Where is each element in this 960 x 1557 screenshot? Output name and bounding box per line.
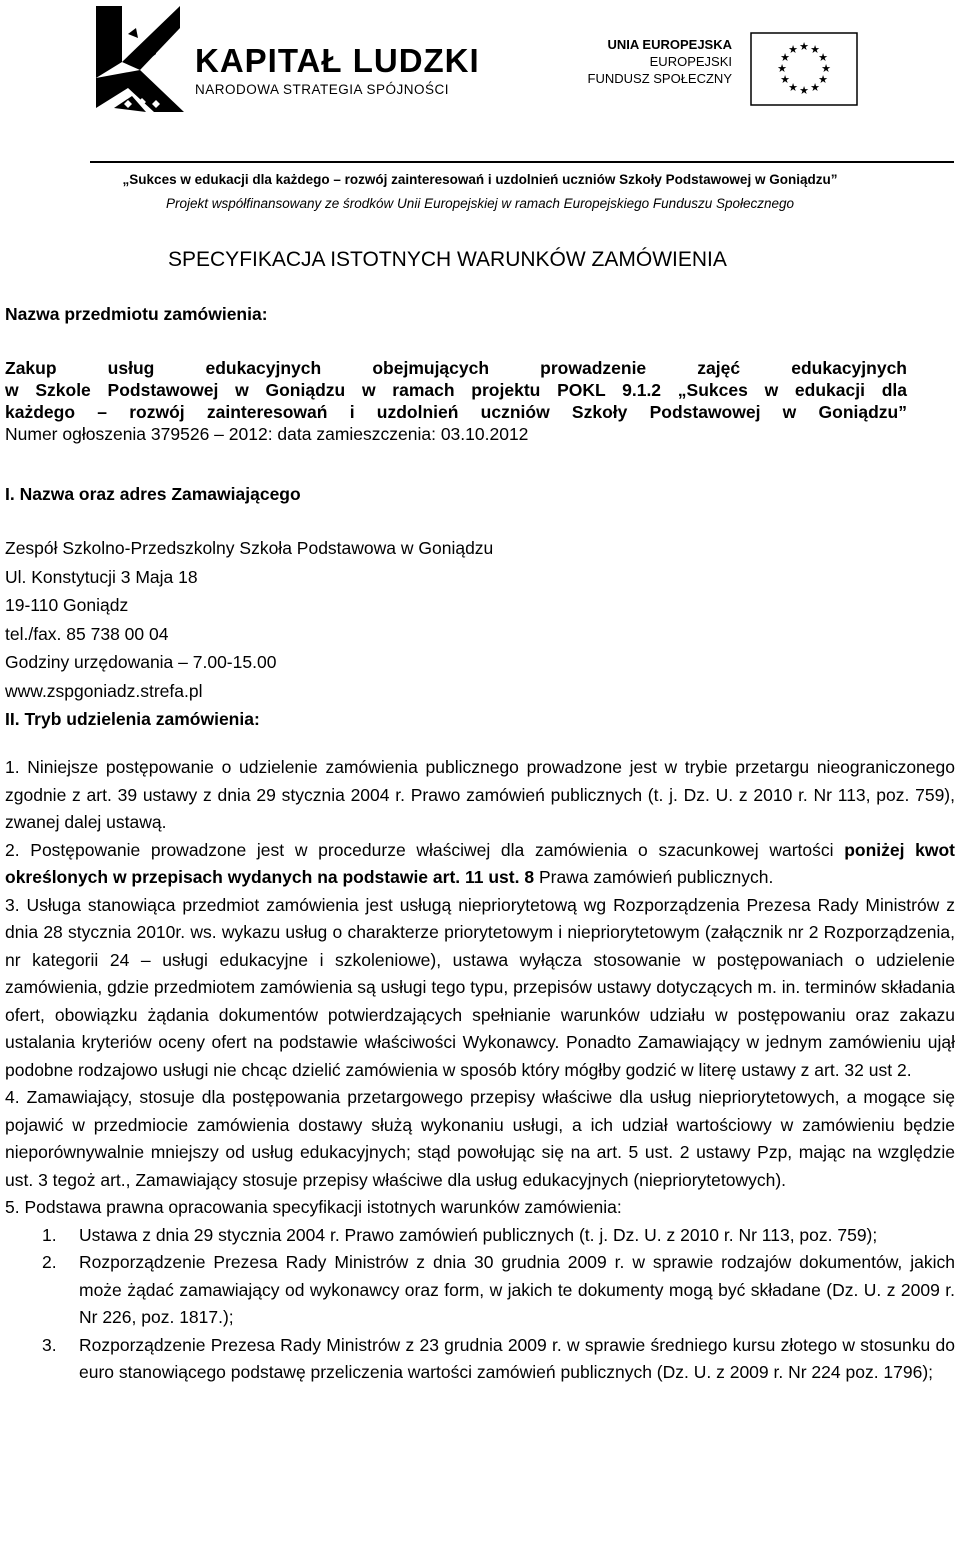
kapital-ludzki-logo (88, 4, 480, 124)
list-item (5, 1249, 955, 1332)
orderer-street: Ul. Konstytucji 3 Maja 18 (5, 566, 198, 587)
section-heading-2: II. Tryb udzielenia zamówienia: (5, 709, 260, 729)
subject-label: Nazwa przedmiotu zamówienia: (5, 304, 268, 324)
paragraph-2-bold: poniżej kwot określonych w przepisach wydanych na podstawie art. 11 ust. 8 (5, 839, 956, 887)
svg-text:★: ★ (780, 73, 790, 86)
orderer-name: Zespół Szkolno-Przedszkolny Szkoła Podstawowa w Goniądzu (5, 538, 494, 558)
kapital-ludzki-subtitle: NARODOWA STRATEGIA SPÓJNOŚCI (195, 82, 450, 97)
svg-text:★: ★ (780, 51, 790, 64)
paragraph-3: 3. Usługa stanowiąca przedmiot zamówienia jest usługą niepriorytetową wg Rozporządzenia Prezesa Rady Ministrów z dnia 28 stycznia 2010r. ws. wykazu usług o charakterze priorytetowym i niepriorytetowym (załącznik nr 2 Rozporządzenia, nr kategorii 24 – usługi edukacyjne i szkoleniowe), ustawa wyłącza stosowanie w postępowaniach o udzielenie zamówienia, gdzie przedmiotem zamówienia są usługi tego typu, przepisów ustawy dotyczących m. in. terminów składania ofert, obowiązku żądania dokumentów potwierdzających spełnianie warunków udziału w postępowaniu oraz zakazu ustalania kryteriów oceny ofert na podstawie właściwości Wykonawcy. Ponadto Zamawiający w jednym zamówieniu ujął podobne rodzajowo usługi nie chcąc dzielić zamówienia w sposób który mógłby godzić w literę ustawy z art. 32 ust 2. (5, 894, 955, 1080)
svg-text:★: ★ (799, 40, 809, 53)
subject-line-2: w Szkole Podstawowej w Goniądzu w ramach projektu POKL 9.1.2 „Sukces w edukacji dla (5, 380, 907, 400)
orderer-phone: tel./fax. 85 738 00 04 (5, 623, 169, 644)
list-item-number: 1. (42, 1224, 57, 1245)
paragraph-2-part-c: Prawa zamówień publicznych. (534, 867, 774, 887)
kapital-ludzki-title: KAPITAŁ LUDZKI (195, 42, 480, 79)
svg-text:★: ★ (818, 51, 828, 64)
list-item (5, 1332, 955, 1387)
legal-basis-list (5, 1222, 955, 1387)
paragraph-5: 5. Podstawa prawna opracowania specyfikacji istotnych warunków zamówienia: (5, 1197, 622, 1217)
svg-text:★: ★ (821, 62, 831, 75)
list-item-number: 3. (42, 1334, 57, 1355)
eu-logo-line1: UNIA EUROPEJSKA (607, 37, 732, 52)
subject-line-3: każdego – rozwój zainteresowań i uzdolnień uczniów Szkoły Podstawowej w Goniądzu” (5, 402, 907, 422)
svg-text:★: ★ (788, 81, 798, 94)
paragraph-2-part-a: 2. Postępowanie prowadzone jest w procedurze właściwej dla zamówienia o szacunkowej wartości (5, 839, 845, 860)
orderer-hours: Godziny urzędowania – 7.00-15.00 (5, 652, 277, 672)
eu-logo-line3: FUNDUSZ SPOŁECZNY (587, 71, 732, 86)
header-divider (90, 161, 954, 163)
list-item-number: 2. (42, 1252, 57, 1272)
subject-text (5, 357, 907, 445)
eu-logo-text (582, 36, 732, 87)
list-item (5, 1222, 955, 1250)
orderer-website: www.zspgoniadz.strefa.pl (5, 680, 203, 701)
svg-text:★: ★ (799, 84, 809, 97)
eu-logo-line2: EUROPEJSKI (649, 54, 732, 69)
subject-line-1: Zakup usług edukacyjnych obejmujących prowadzenie zajęć edukacyjnych (5, 358, 907, 378)
project-subtitle: Projekt współfinansowany ze środków Unii Europejskiej w ramach Europejskiego Funduszu Społecznego (165, 196, 795, 211)
list-item-text: Rozporządzenie Prezesa Rady Ministrów z dnia 30 grudnia 2009 r. w sprawie rodzajów dokumentów, jakich może żądać zamawiający od wykonawcy oraz form, w jakich te dokumenty mogą być składane (Dz. U. z 2009 r. Nr 226, poz. 1817.); (79, 1252, 955, 1327)
svg-text:★: ★ (777, 62, 787, 75)
paragraph-1: 1. Niniejsze postępowanie o udzielenie zamówienia publicznego prowadzone jest w trybie przetargu nieograniczonego zgodnie z art. 39 ustawy z dnia 29 stycznia 2004 r. Prawo zamówień publicznych (t. j. Dz. U. z 2010 r. Nr 113, poz. 759), zwanej dalej ustawą. (5, 757, 955, 832)
orderer-city: 19-110 Goniądz (5, 595, 129, 615)
kapital-ludzki-emblem-icon (88, 4, 198, 124)
project-title: „Sukces w edukacji dla każdego – rozwój zainteresowań i uzdolnień uczniów Szkoły Podstawowej w Goniądzu” (122, 172, 838, 187)
list-item-text: Ustawa z dnia 29 stycznia 2004 r. Prawo zamówień publicznych (t. j. Dz. U. z 2010 r. Nr 113, poz. 759); (79, 1224, 878, 1245)
svg-text:★: ★ (810, 43, 820, 56)
svg-text:★: ★ (788, 43, 798, 56)
orderer-address (5, 534, 493, 734)
paragraph-2 (5, 837, 955, 892)
svg-text:★: ★ (810, 81, 820, 94)
eu-flag-icon (750, 32, 858, 106)
list-item-text: Rozporządzenie Prezesa Rady Ministrów z 23 grudnia 2009 r. w sprawie średniego kursu złotego w stosunku do euro stanowiącego podstawę przeliczenia wartości zamówień publicznych (Dz. U. z 2009 r. Nr 224 poz. 1796); (79, 1334, 955, 1382)
document-body (5, 754, 955, 1387)
document-title: SPECYFIKACJA ISTOTNYCH WARUNKÓW ZAMÓWIENIA (168, 248, 727, 271)
paragraph-4: 4. Zamawiający, stosuje dla postępowania przetargowego przepisy właściwe dla usług niepriorytetowych, a mogące się pojawić w przedmiocie zamówienia dostawy służą wykonaniu usługi, a ich udział wartościowy w zamówieniu będzie nieporównywalnie mniejszy od usług edukacyjnych; stąd powołując się na art. 5 ust. 2 ustawy Pzp, mając na względzie ust. 3 tegoż art., Zamawiający stosuje przepisy właściwe dla usług edukacyjnych (niepriorytetowych). (5, 1087, 955, 1190)
eu-logo (582, 32, 942, 112)
section-heading-1: I. Nazwa oraz adres Zamawiającego (5, 484, 301, 504)
svg-text:★: ★ (818, 73, 828, 86)
announcement-number: Numer ogłoszenia 379526 – 2012: data zamieszczenia: 03.10.2012 (5, 424, 529, 444)
